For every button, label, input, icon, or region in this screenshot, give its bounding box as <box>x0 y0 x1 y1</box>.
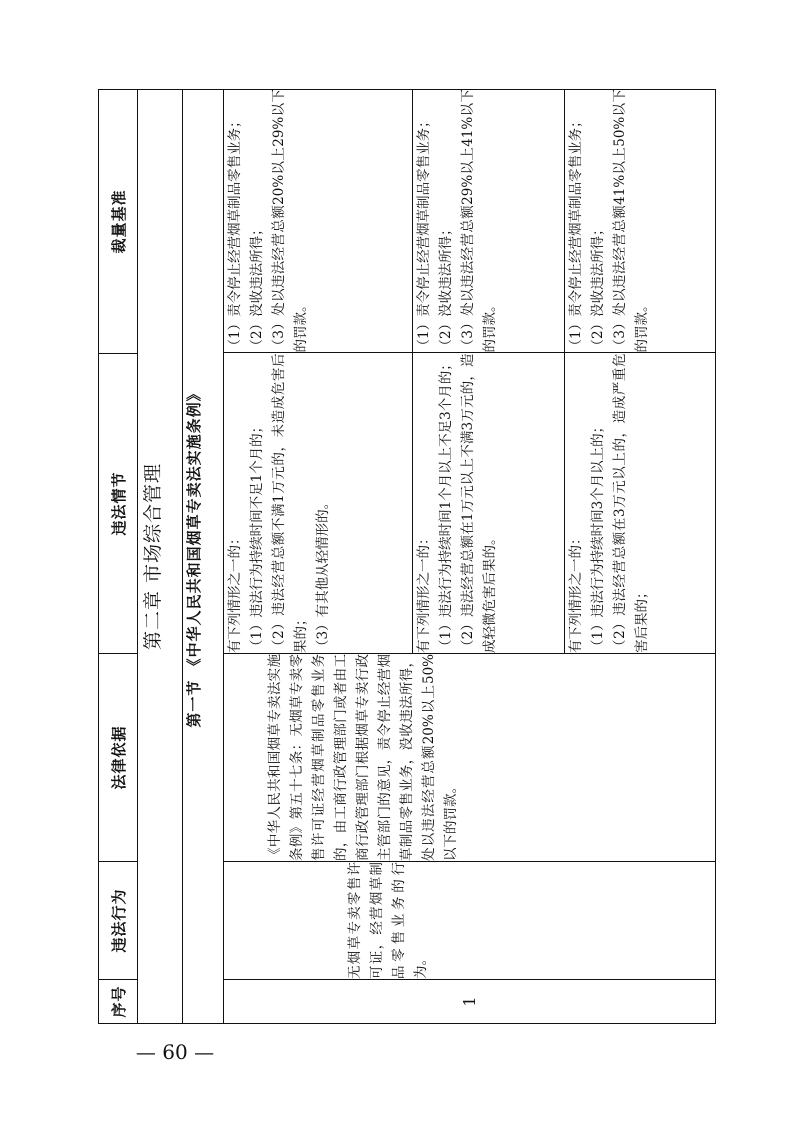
chapter-row <box>138 90 183 1024</box>
standard-line: （3）处以违法经营总额41%以上50%以下的罚款。 <box>611 89 650 353</box>
row-basis: 《中华人民共和国烟草专卖法实施条例》第五十七条：无烟草专卖零售许可证经营烟草制品零售业务的，由工商行政管理部门或者由工商行政管理部门根据烟草专卖行政主管部门的意见，责令停止经营烟草制品零售业务，没收违法所得，处以违法经营总额20%以上50%以下的罚款。 <box>224 654 716 862</box>
row-seq: 1 <box>224 980 716 1024</box>
header-seq: 序号 <box>99 980 138 1024</box>
level-row <box>564 89 715 653</box>
level-standard <box>412 89 564 353</box>
circumstance-line: （1）违法行为持续时间不足1个月的； <box>249 419 265 653</box>
level-row <box>412 89 564 653</box>
levels-table <box>224 89 715 653</box>
level-circumstance <box>412 353 564 653</box>
row-act: 无烟草专卖零售许可证，经营烟草制品零售业务的行为。 <box>224 862 716 980</box>
circumstance-line: （2）违法经营总额在1万元以上不满3万元的，造成轻微危害后果的。 <box>459 353 498 653</box>
circumstance-line: 有下列情形之一的： <box>415 531 432 653</box>
circumstance-line: 有下列情形之一的： <box>567 531 584 653</box>
standard-line: （1）责令停止经营烟草制品零售业务； <box>227 114 243 353</box>
circumstance-line: 有下列情形之一的： <box>227 531 243 653</box>
circumstance-line: （2）违法经营总额在3万元以上的，造成严重危害后果的； <box>611 353 650 653</box>
discretion-table <box>98 89 716 1024</box>
level-standard <box>224 89 412 353</box>
standard-line: （3）处以违法经营总额20%以上29%以下的罚款。 <box>271 89 309 353</box>
circumstance-line: （1）违法行为持续时间1个月以上不足3个月的； <box>437 357 454 653</box>
table-frame <box>98 90 716 1024</box>
circumstance-line: （3）有其他从轻情形的。 <box>315 495 331 653</box>
rotated-table-sheet <box>98 90 716 1024</box>
levels-body <box>224 89 715 653</box>
circumstance-line: （2）违法经营总额不满1万元的，未造成危害后果的； <box>271 353 309 653</box>
circumstance-line: （1）违法行为持续时间3个月以上的； <box>589 419 606 653</box>
standard-line: （2）没收违法所得； <box>589 222 606 353</box>
header-standard: 裁量基准 <box>99 90 138 354</box>
standard-line: （1）责令停止经营烟草制品零售业务； <box>415 114 432 353</box>
level-row <box>224 89 412 653</box>
section-row <box>183 90 224 1024</box>
standard-line: （2）没收违法所得； <box>249 222 265 353</box>
header-basis: 法律依据 <box>99 654 138 862</box>
header-row <box>99 90 138 1024</box>
standard-line: （2）没收违法所得； <box>437 222 454 353</box>
table-row <box>224 90 716 1024</box>
section-title: 第一节 《中华人民共和国烟草专卖法实施条例》 <box>183 90 224 1024</box>
level-circumstance <box>224 353 412 653</box>
standard-line: （1）责令停止经营烟草制品零售业务； <box>567 114 584 353</box>
chapter-title: 第二章 市场综合管理 <box>138 90 183 1024</box>
level-standard <box>564 89 715 353</box>
header-act: 违法行为 <box>99 862 138 980</box>
standard-line: （3）处以违法经营总额29%以上41%以下的罚款。 <box>459 89 498 353</box>
header-circumstance: 违法情节 <box>99 354 138 654</box>
levels-cell <box>224 90 716 654</box>
page-number: — 60 — <box>135 1040 215 1064</box>
level-circumstance <box>564 353 715 653</box>
